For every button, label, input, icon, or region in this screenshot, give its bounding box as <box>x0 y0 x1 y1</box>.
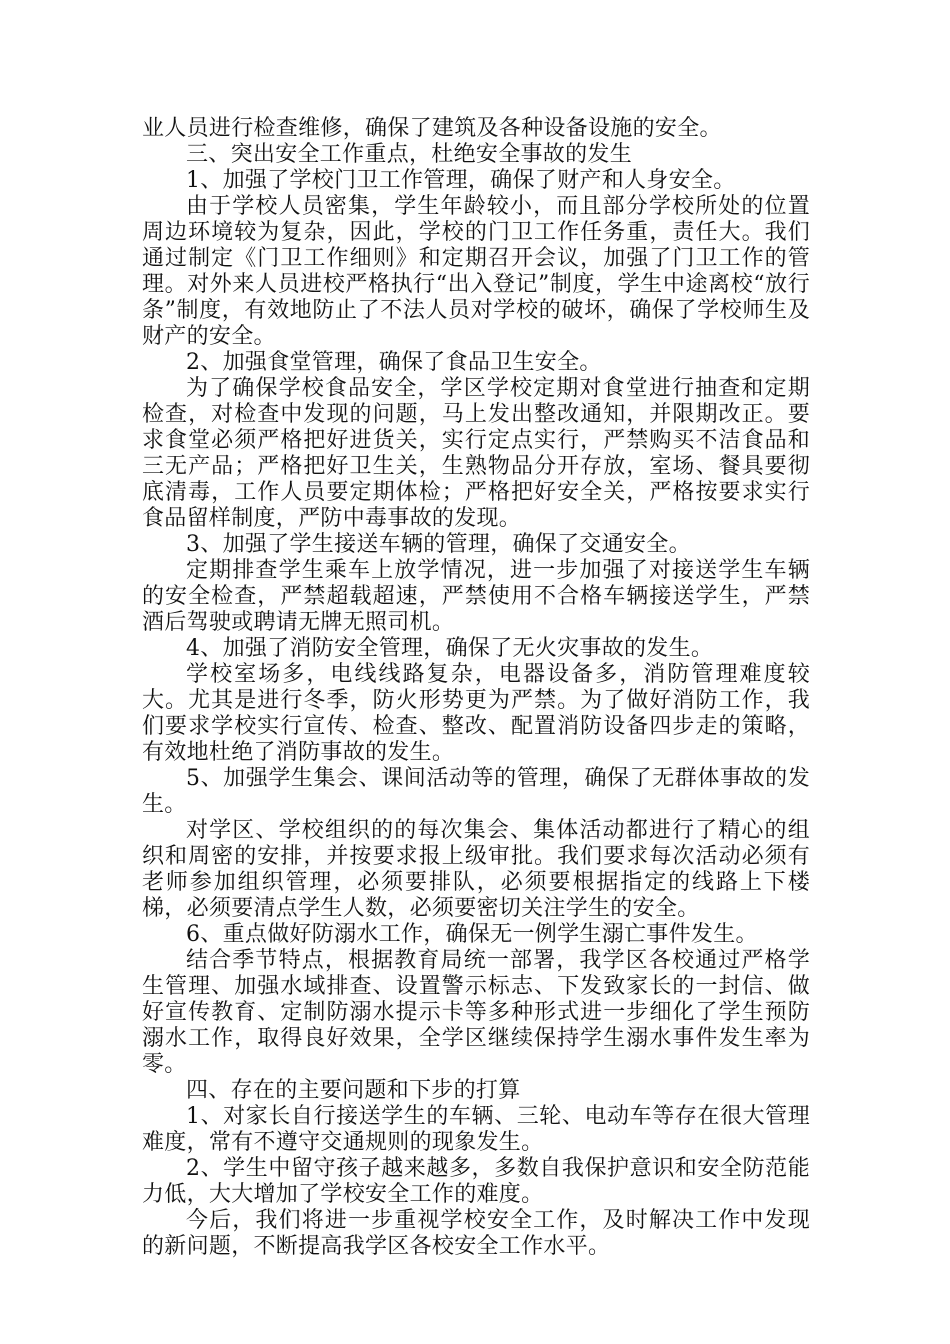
paragraph: 业人员进行检查维修，确保了建筑及各种设备设施的安全。 <box>142 116 722 141</box>
subsection-heading: 4、加强了消防安全管理，确保了无火灾事故的发生。 <box>186 636 714 661</box>
paragraph: 今后，我们将进一步重视学校安全工作，及时解决工作中发现的新问题，不断提高我学区各校安全工作水平。 <box>142 1208 810 1259</box>
paragraph: 学校室场多，电线线路复杂，电器设备多，消防管理难度较大。尤其是进行冬季，防火形势更为严禁。为了做好消防工作，我们要求学校实行宣传、检查、整改、配置消防设备四步走的策略，有效地杜绝了消防事故的发生。 <box>142 662 810 765</box>
paragraph: 对学区、学校组织的的每次集会、集体活动都进行了精心的组织和周密的安排，并按要求报上级审批。我们要求每次活动必须有老师参加组织管理，必须要排队，必须要根据指定的线路上下楼梯，必须要清点学生人数，必须要密切关注学生的安全。 <box>142 818 810 921</box>
paragraph: 结合季节特点，根据教育局统一部署，我学区各校通过严格学生管理、加强水域排查、设置警示标志、下发致家长的一封信、做好宣传教育、定制防溺水提示卡等多种形式进一步细化了学生预防溺水工作，取得良好效果，全学区继续保持学生溺水事件发生率为零。 <box>142 948 810 1077</box>
subsection-heading: 1、加强了学校门卫工作管理，确保了财产和人身安全。 <box>186 168 736 193</box>
document-body <box>142 116 810 1260</box>
paragraph: 由于学校人员密集，学生年龄较小，而且部分学校所处的位置周边环境较为复杂，因此，学校的门卫工作任务重，责任大。我们通过制定《门卫工作细则》和定期召开会议，加强了门卫工作的管理。对外来人员进校严格执行“出入登记”制度，学生中途离校“放行条”制度，有效地防止了不法人员对学校的破坏，确保了学校师生及财产的安全。 <box>142 194 810 349</box>
section-heading: 四、存在的主要问题和下步的打算 <box>186 1078 521 1103</box>
subsection-heading: 2、加强食堂管理，确保了食品卫生安全。 <box>186 350 602 375</box>
paragraph: 1、对家长自行接送学生的车辆、三轮、电动车等存在很大管理难度，常有不遵守交通规则的现象发生。 <box>142 1104 810 1155</box>
subsection-heading: 5、加强学生集会、课间活动等的管理，确保了无群体事故的发生。 <box>142 766 810 817</box>
paragraph: 为了确保学校食品安全，学区学校定期对食堂进行抽查和定期检查，对检查中发现的问题，马上发出整改通知，并限期改正。要求食堂必须严格把好进货关，实行定点实行，严禁购买不洁食品和三无产品；严格把好卫生关，生熟物品分开存放，室场、餐具要彻底清毒，工作人员要定期体检；严格把好安全关，严格按要求实行食品留样制度，严防中毒事故的发现。 <box>142 376 810 531</box>
paragraph: 定期排查学生乘车上放学情况，进一步加强了对接送学生车辆的安全检查，严禁超载超速，严禁使用不合格车辆接送学生，严禁酒后驾驶或聘请无牌无照司机。 <box>142 558 810 635</box>
subsection-heading: 3、加强了学生接送车辆的管理，确保了交通安全。 <box>186 532 691 557</box>
paragraph: 2、学生中留守孩子越来越多，多数自我保护意识和安全防范能力低，大大增加了学校安全工作的难度。 <box>142 1156 810 1207</box>
subsection-heading: 6、重点做好防溺水工作，确保无一例学生溺亡事件发生。 <box>186 922 758 947</box>
section-heading: 三、突出安全工作重点，杜绝安全事故的发生 <box>186 142 633 167</box>
